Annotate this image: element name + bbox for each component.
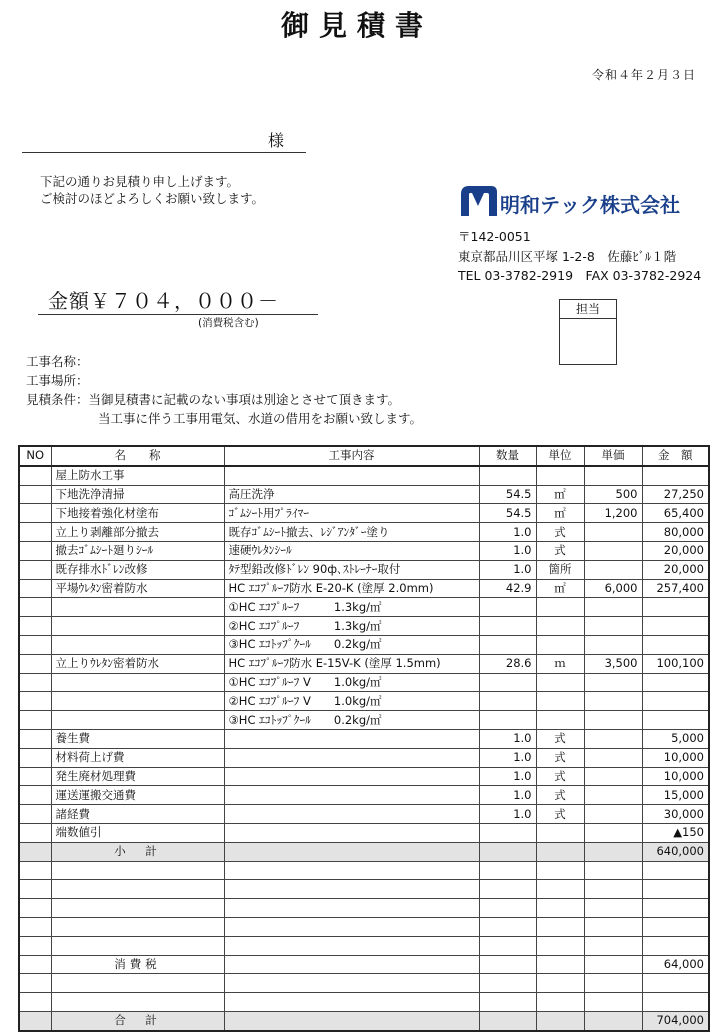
cell-qty (479, 1011, 536, 1030)
cell-amount: 704,000 (642, 1011, 709, 1030)
cell-amount: 20,000 (642, 560, 709, 579)
table-row (19, 936, 709, 955)
cell-qty (479, 711, 536, 730)
estimate-table (18, 445, 710, 1032)
cell-price (584, 635, 642, 654)
cell-unit (536, 617, 584, 636)
addressee-suffix: 様 (267, 131, 284, 150)
cell-content (224, 917, 479, 936)
cell-amount (642, 598, 709, 617)
cell-amount (642, 861, 709, 880)
cell-name (51, 974, 224, 993)
company-logo (458, 184, 702, 220)
cell-name (51, 880, 224, 899)
cell-qty: 54.5 (479, 485, 536, 504)
table-row (19, 955, 709, 974)
cell-content (224, 823, 479, 842)
cell-price (584, 767, 642, 786)
cell-content: HC ｴｺﾌﾟﾙｰﾌ防水 E-15V-K (塗厚 1.5mm) (224, 654, 479, 673)
cell-content (224, 955, 479, 974)
cell-price (584, 729, 642, 748)
cell-price (584, 598, 642, 617)
cell-name: 下地洗浄清掃 (51, 485, 224, 504)
cell-qty (479, 974, 536, 993)
addressee-line (22, 128, 306, 153)
cell-price (584, 993, 642, 1012)
cell-qty (479, 466, 536, 485)
conditions-label: 見積条件： (26, 392, 89, 407)
cell-qty: 1.0 (479, 805, 536, 824)
cell-no (19, 1011, 51, 1030)
cell-amount (642, 466, 709, 485)
cell-no (19, 748, 51, 767)
cell-unit: 式 (536, 805, 584, 824)
cell-unit: 式 (536, 767, 584, 786)
cell-qty: 1.0 (479, 786, 536, 805)
cell-no (19, 955, 51, 974)
cell-unit: 式 (536, 729, 584, 748)
cell-content: ①HC ｴｺﾌﾟﾙｰﾌ V 1.0kg/㎡ (224, 673, 479, 692)
table-row (19, 993, 709, 1012)
cell-content: ②HC ｴｺﾌﾟﾙｰﾌ V 1.0kg/㎡ (224, 692, 479, 711)
cell-name: 端数値引 (51, 823, 224, 842)
cell-unit (536, 955, 584, 974)
cell-amount: 65,400 (642, 504, 709, 523)
cell-amount: 30,000 (642, 805, 709, 824)
cell-content: ②HC ｴｺﾌﾟﾙｰﾌ 1.3kg/㎡ (224, 617, 479, 636)
cell-qty: 1.0 (479, 729, 536, 748)
cell-content (224, 974, 479, 993)
table-row (19, 523, 709, 542)
person-in-charge-stamp-box (559, 299, 617, 365)
cell-qty: 54.5 (479, 504, 536, 523)
cell-content (224, 805, 479, 824)
cell-no (19, 466, 51, 485)
cell-price (584, 560, 642, 579)
cell-price (584, 1011, 642, 1030)
cell-qty (479, 823, 536, 842)
cell-amount: 5,000 (642, 729, 709, 748)
cell-unit (536, 899, 584, 918)
cell-name (51, 711, 224, 730)
cell-name (51, 899, 224, 918)
cell-name (51, 635, 224, 654)
cell-no (19, 899, 51, 918)
cell-price (584, 936, 642, 955)
cell-amount: 27,250 (642, 485, 709, 504)
table-row (19, 823, 709, 842)
condition-2: 当工事に伴う工事用電気、水道の借用をお願い致します。 (98, 411, 423, 426)
header-unit: 単位 (536, 446, 584, 466)
cell-unit (536, 711, 584, 730)
cell-amount (642, 635, 709, 654)
table-row (19, 617, 709, 636)
table-row (19, 786, 709, 805)
cell-amount: 10,000 (642, 767, 709, 786)
cell-no (19, 598, 51, 617)
cell-no (19, 635, 51, 654)
cell-price (584, 899, 642, 918)
cell-price (584, 861, 642, 880)
cell-name: 合 計 (51, 1011, 224, 1030)
cell-price (584, 823, 642, 842)
cell-content (224, 936, 479, 955)
cell-unit: 式 (536, 541, 584, 560)
cell-content: 高圧洗浄 (224, 485, 479, 504)
cell-name: 撤去ｺﾞﾑｼｰﾄ廻りｼｰﾙ (51, 541, 224, 560)
cell-content (224, 842, 479, 861)
header-no: NO (19, 446, 51, 466)
cell-no (19, 936, 51, 955)
cell-amount (642, 974, 709, 993)
cell-amount: 80,000 (642, 523, 709, 542)
cell-price (584, 673, 642, 692)
cell-price (584, 466, 642, 485)
cell-qty (479, 880, 536, 899)
cell-unit (536, 936, 584, 955)
cell-amount: ▲150 (642, 823, 709, 842)
stamp-label: 担当 (560, 300, 616, 319)
cell-name (51, 861, 224, 880)
table-row (19, 598, 709, 617)
cell-amount (642, 880, 709, 899)
header-qty: 数量 (479, 446, 536, 466)
total-amount: 金額￥７０４，０００－ (38, 285, 318, 315)
cell-name: 立上りｳﾚﾀﾝ密着防水 (51, 654, 224, 673)
cell-unit (536, 974, 584, 993)
company-address: 東京都品川区平塚 1-2-8 佐藤ﾋﾞﾙ１階 (458, 249, 677, 264)
cell-no (19, 880, 51, 899)
cell-name: 諸経費 (51, 805, 224, 824)
cell-price (584, 786, 642, 805)
table-row (19, 899, 709, 918)
cell-unit (536, 466, 584, 485)
table-row (19, 974, 709, 993)
cell-unit (536, 635, 584, 654)
cell-name: 既存排水ﾄﾞﾚﾝ改修 (51, 560, 224, 579)
cell-qty (479, 617, 536, 636)
cell-qty: 1.0 (479, 541, 536, 560)
cell-name: 材料荷上げ費 (51, 748, 224, 767)
cell-no (19, 654, 51, 673)
cell-content: ③HC ｴｺﾄｯﾌﾟｸｰﾙ 0.2kg/㎡ (224, 711, 479, 730)
table-row (19, 541, 709, 560)
table-row (19, 861, 709, 880)
cell-amount (642, 917, 709, 936)
cell-qty: 1.0 (479, 748, 536, 767)
table-row (19, 485, 709, 504)
cell-unit: ｍ (536, 654, 584, 673)
header-content: 工事内容 (224, 446, 479, 466)
cell-amount: 100,100 (642, 654, 709, 673)
cell-amount (642, 673, 709, 692)
cell-amount (642, 936, 709, 955)
table-row (19, 711, 709, 730)
cell-no (19, 541, 51, 560)
table-header-row (19, 446, 709, 466)
cell-price (584, 692, 642, 711)
cell-price (584, 748, 642, 767)
cell-qty (479, 598, 536, 617)
cell-qty (479, 635, 536, 654)
company-name: 明和テック株式会社 (500, 193, 680, 217)
cell-price (584, 805, 642, 824)
cell-content: ①HC ｴｺﾌﾟﾙｰﾌ 1.3kg/㎡ (224, 598, 479, 617)
cell-name: 小 計 (51, 842, 224, 861)
cell-content: ﾀﾃ型鉛改修ﾄﾞﾚﾝ 90ф､ｽﾄﾚｰﾅｰ取付 (224, 560, 479, 579)
cell-name: 平場ｳﾚﾀﾝ密着防水 (51, 579, 224, 598)
company-postal: 〒142-0051 (458, 229, 531, 244)
cell-content (224, 767, 479, 786)
cell-qty (479, 955, 536, 974)
header-amount: 金 額 (642, 446, 709, 466)
cell-qty: 1.0 (479, 523, 536, 542)
cell-name: 消費税 (51, 955, 224, 974)
cell-price (584, 917, 642, 936)
cell-no (19, 993, 51, 1012)
cell-qty: 28.6 (479, 654, 536, 673)
cell-qty (479, 993, 536, 1012)
cell-price: 3,500 (584, 654, 642, 673)
condition-1: 当御見積書に記載のない事項は別途とさせて頂きます。 (88, 392, 401, 407)
cell-qty: 1.0 (479, 767, 536, 786)
cell-unit (536, 598, 584, 617)
cell-qty (479, 842, 536, 861)
cell-amount: 257,400 (642, 579, 709, 598)
cell-price (584, 842, 642, 861)
work-place-label: 工事場所： (26, 373, 89, 388)
cell-amount: 640,000 (642, 842, 709, 861)
cell-price (584, 955, 642, 974)
cell-amount: 15,000 (642, 786, 709, 805)
cell-no (19, 974, 51, 993)
cell-name: 立上り剥離部分撤去 (51, 523, 224, 542)
cell-content: 既存ｺﾞﾑｼｰﾄ撤去、ﾚｼﾞｱﾝﾀﾞｰ塗り (224, 523, 479, 542)
cell-unit (536, 861, 584, 880)
table-row (19, 1011, 709, 1030)
cell-name (51, 598, 224, 617)
cell-content (224, 899, 479, 918)
table-row (19, 748, 709, 767)
cell-qty (479, 861, 536, 880)
cell-name (51, 692, 224, 711)
cell-name: 発生廃材処理費 (51, 767, 224, 786)
cell-price (584, 974, 642, 993)
cell-amount (642, 711, 709, 730)
cell-no (19, 729, 51, 748)
cell-no (19, 523, 51, 542)
cell-no (19, 485, 51, 504)
cell-price: 500 (584, 485, 642, 504)
cell-content: 速硬ｳﾚﾀﾝｼｰﾙ (224, 541, 479, 560)
cell-price (584, 523, 642, 542)
cell-amount: 20,000 (642, 541, 709, 560)
cell-unit (536, 692, 584, 711)
table-row (19, 635, 709, 654)
table-row (19, 729, 709, 748)
table-row (19, 917, 709, 936)
cell-no (19, 786, 51, 805)
cell-name (51, 936, 224, 955)
cell-qty: 42.9 (479, 579, 536, 598)
tax-note: (消費税含む) (198, 317, 259, 329)
table-row (19, 842, 709, 861)
cell-content: ③HC ｴｺﾄｯﾌﾟｸｰﾙ 0.2kg/㎡ (224, 635, 479, 654)
cell-unit (536, 917, 584, 936)
cell-no (19, 861, 51, 880)
cell-amount: 10,000 (642, 748, 709, 767)
cell-amount: 64,000 (642, 955, 709, 974)
table-row (19, 767, 709, 786)
cell-no (19, 823, 51, 842)
cell-price (584, 711, 642, 730)
cell-unit: 式 (536, 748, 584, 767)
cell-name (51, 917, 224, 936)
cell-unit (536, 673, 584, 692)
cell-unit: 式 (536, 523, 584, 542)
cell-name: 下地接着強化材塗布 (51, 504, 224, 523)
cell-content (224, 993, 479, 1012)
conditions-row (26, 390, 400, 408)
cell-content (224, 466, 479, 485)
cell-price: 1,200 (584, 504, 642, 523)
table-row (19, 579, 709, 598)
table-row (19, 654, 709, 673)
table-row (19, 692, 709, 711)
cell-no (19, 617, 51, 636)
cell-qty (479, 899, 536, 918)
cell-amount (642, 617, 709, 636)
document-title: 御見積書 (280, 9, 433, 42)
cell-amount (642, 993, 709, 1012)
cell-unit (536, 842, 584, 861)
cell-price: 6,000 (584, 579, 642, 598)
cell-content (224, 786, 479, 805)
cell-name (51, 673, 224, 692)
cell-qty (479, 673, 536, 692)
cell-qty (479, 936, 536, 955)
company-phone-fax: TEL 03-3782-2919 FAX 03-3782-2924 (458, 268, 702, 283)
cell-qty (479, 692, 536, 711)
work-name-label: 工事名称： (26, 354, 89, 369)
cell-unit: 式 (536, 786, 584, 805)
cell-content (224, 861, 479, 880)
cell-no (19, 767, 51, 786)
cell-unit: ㎡ (536, 485, 584, 504)
cell-price (584, 880, 642, 899)
cell-content: HC ｴｺﾌﾟﾙｰﾌ防水 E-20-K (塗厚 2.0mm) (224, 579, 479, 598)
cell-unit (536, 993, 584, 1012)
cell-price (584, 541, 642, 560)
cell-no (19, 692, 51, 711)
cell-no (19, 711, 51, 730)
cell-unit: 箇所 (536, 560, 584, 579)
cell-no (19, 579, 51, 598)
cell-content (224, 748, 479, 767)
table-row (19, 466, 709, 485)
table-row (19, 673, 709, 692)
cell-no (19, 504, 51, 523)
greeting-line-2: ご検討のほどよろしくお願い致します。 (40, 191, 265, 206)
table-row (19, 805, 709, 824)
table-row (19, 560, 709, 579)
header-name: 名 称 (51, 446, 224, 466)
cell-amount (642, 692, 709, 711)
table-row (19, 504, 709, 523)
cell-no (19, 560, 51, 579)
cell-name: 屋上防水工事 (51, 466, 224, 485)
cell-price (584, 617, 642, 636)
cell-name: 運送運搬交通費 (51, 786, 224, 805)
cell-unit (536, 823, 584, 842)
cell-no (19, 673, 51, 692)
cell-unit (536, 880, 584, 899)
cell-no (19, 805, 51, 824)
cell-name (51, 617, 224, 636)
table-row (19, 880, 709, 899)
header-price: 単価 (584, 446, 642, 466)
cell-name (51, 993, 224, 1012)
company-logo-icon (458, 184, 498, 218)
cell-no (19, 842, 51, 861)
greeting-line-1: 下記の通りお見積り申し上げます。 (40, 174, 240, 189)
cell-name: 養生費 (51, 729, 224, 748)
cell-unit: ㎡ (536, 579, 584, 598)
cell-content: ｺﾞﾑｼｰﾄ用ﾌﾟﾗｲﾏｰ (224, 504, 479, 523)
cell-content (224, 1011, 479, 1030)
cell-unit: ㎡ (536, 504, 584, 523)
issue-date: 令和４年２月３日 (591, 68, 696, 82)
cell-content (224, 880, 479, 899)
cell-qty (479, 917, 536, 936)
cell-content (224, 729, 479, 748)
cell-unit (536, 1011, 584, 1030)
cell-amount (642, 899, 709, 918)
cell-qty: 1.0 (479, 560, 536, 579)
cell-no (19, 917, 51, 936)
